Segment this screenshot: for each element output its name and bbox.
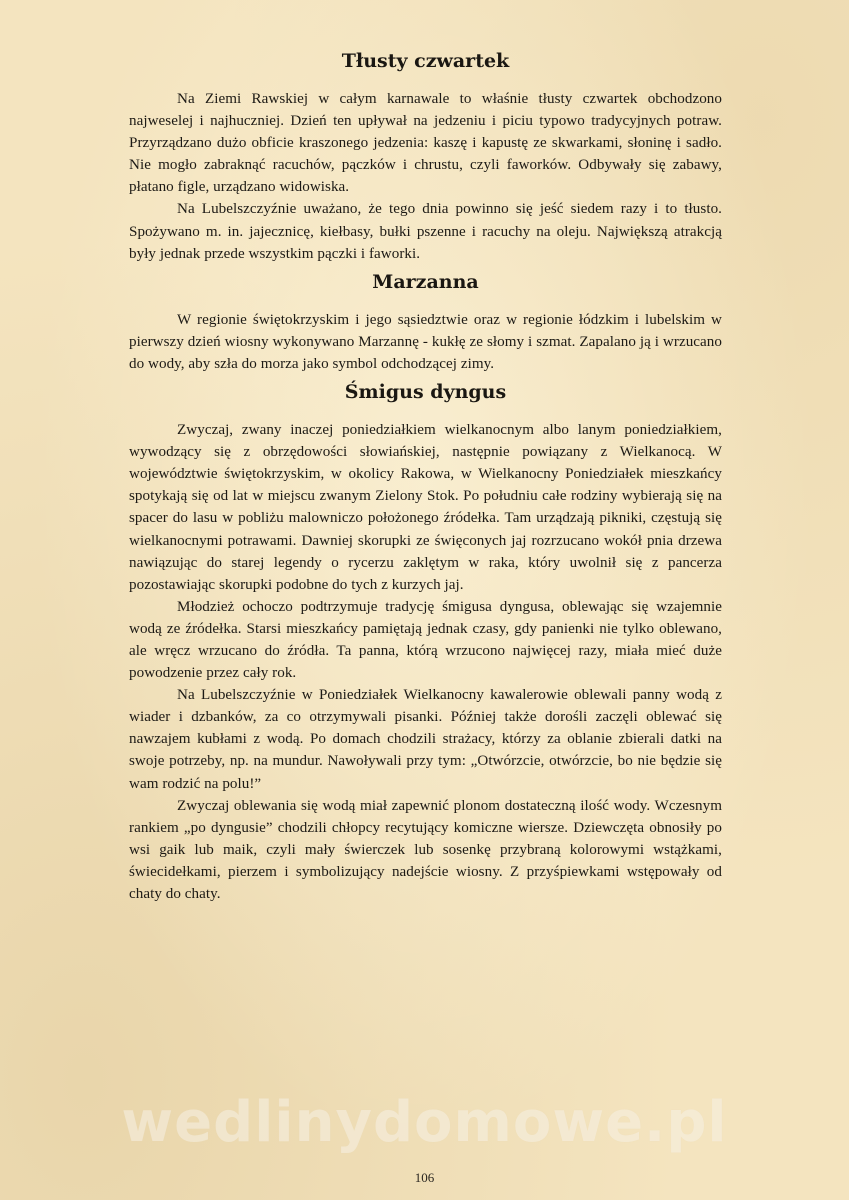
section-body-smigus-dyngus <box>129 419 722 905</box>
page-content <box>129 44 722 905</box>
paragraph: Zwyczaj oblewania się wodą miał zapewnić plonom dostateczną ilość wody. Wczesnym rankiem „po dyngusie” chodzili chłopcy recytujący komiczne wiersze. Dziewczęta obnosiły po wsi gaik lub maik, czyli mały świerczek lub sosenkę przybraną kolorowymi wstążkami, świecidełkami, pierzem i symbolizujący nadejście wiosny. Z przyśpiewkami wstępowały od chaty do chaty. <box>129 797 722 902</box>
page-number: 106 <box>414 1170 435 1185</box>
paragraph: Na Lubelszczyźnie uważano, że tego dnia powinno się jeść siedem razy i to tłusto. Spożywano m. in. jajecznicę, kiełbasy, bułki pszenne i racuchy na oleju. Największą atrakcją były jednak przede wszystkim pączki i faworki. <box>129 201 722 262</box>
section-title-tlusty-czwartek: Tłusty czwartek <box>341 50 510 72</box>
section-title-smigus-dyngus: Śmigus dyngus <box>344 381 507 404</box>
paragraph: Zwyczaj, zwany inaczej poniedziałkiem wielkanocnym albo lanym poniedziałkiem, wywodzący się z obrzędowości słowiańskiej, następnie powiązany z Wielkanocą. W województwie świętokrzyskim, w okolicy Rakowa, w Wielkanocny Poniedziałek mieszkańcy spotykają się od lat w miejscu zwanym Zielony Stok. Po południu całe rodziny wybierają się na spacer do lasu w pobliżu malowniczo położonego źródełka. Tam urządzają pikniki, częstują się wielkanocnymi potrawami. Dawniej skorupki ze święconych jaj rozrzucano wokół pnia drzewa nawiązując do starej legendy o rycerzu zaklętym w raka, który uwolnił się z pancerza pozostawiając skorupki podobne do tych z kurzych jaj. <box>129 422 722 593</box>
section-body-marzanna <box>129 309 722 375</box>
watermark: wedlinydomowe.pl <box>121 1090 728 1155</box>
section-title-marzanna: Marzanna <box>372 270 479 293</box>
paragraph: W regionie świętokrzyskim i jego sąsiedztwie oraz w regionie łódzkim i lubelskim w pierwszy dzień wiosny wykonywano Marzannę - kukłę ze słomy i szmat. Zapalano ją i wrzucano do wody, aby szła do morza jako symbol odchodzącej zimy. <box>129 311 722 372</box>
paragraph: Młodzież ochoczo podtrzymuje tradycję śmigusa dyngusa, oblewając się wzajemnie wodą ze źródełka. Starsi mieszkańcy pamiętają jednak czasy, gdy panienki nie tylko oblewano, ale wręcz wrzucano do źródła. Ta panna, którą wrzucono najwięcej razy, miała mieć duże powodzenie przez cały rok. <box>129 598 722 682</box>
paragraph: Na Ziemi Rawskiej w całym karnawale to właśnie tłusty czwartek obchodzono najweselej i najhuczniej. Dzień ten upływał na jedzeniu i piciu typowo tradycyjnych potraw. Przyrządzano dużo obficie kraszonego jedzenia: kaszę i kapustę ze skwarkami, słoninę i sadło. Nie mogło zabraknąć racuchów, pączków i chrustu, czyli faworków. Odbywały się zabawy, płatano figle, urządzano widowiska. <box>129 91 722 196</box>
section-body-tlusty-czwartek <box>129 88 722 265</box>
paragraph: Na Lubelszczyźnie w Poniedziałek Wielkanocny kawalerowie oblewali panny wodą z wiader i dzbanków, za co otrzymywali pisanki. Później także dorośli zaczęli oblewać się nawzajem kubłami z wodą. Po domach chodzili strażacy, którzy za oblanie zbierali datki na swoje potrzeby, np. na mundur. Nawoływali przy tym: „Otwórzcie, otwórzcie, bo nie będzie się wam rodzić na polu!” <box>129 687 722 792</box>
